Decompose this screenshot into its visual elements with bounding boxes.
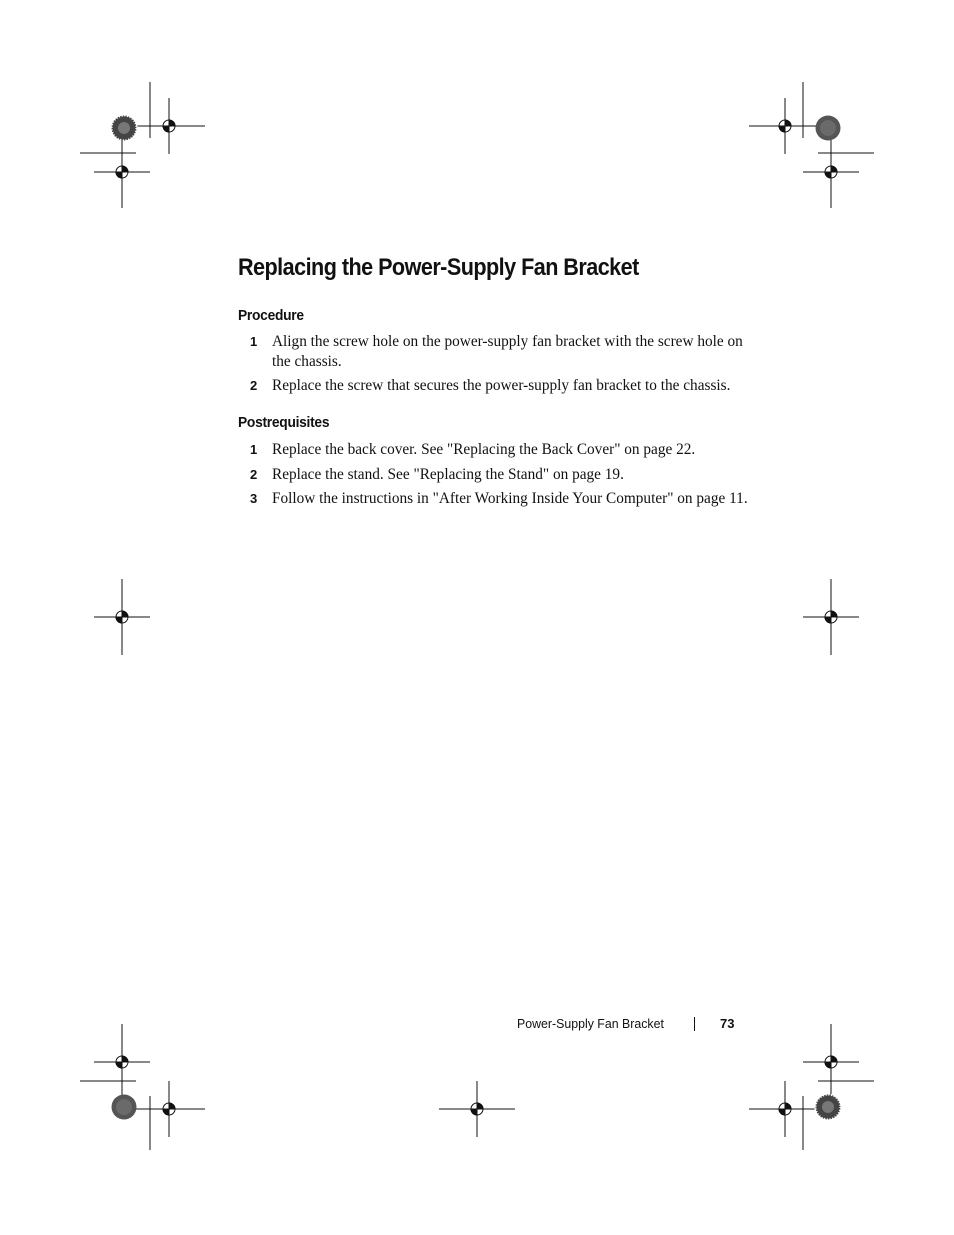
step-text: Replace the stand. See "Replacing the Stand" on page 19. (272, 465, 624, 483)
step-number: 1 (250, 442, 258, 457)
step-number: 3 (250, 491, 258, 506)
step-text: Replace the back cover. See "Replacing the Back Cover" on page 22. (272, 441, 696, 458)
step-text: Replace the screw that secures the power-supply fan bracket to the chassis. (272, 377, 731, 394)
footer-section-title: Power-Supply Fan Bracket (517, 1016, 664, 1031)
list-item (238, 440, 758, 460)
list-item (238, 332, 758, 371)
list-item (238, 489, 758, 509)
page-title: Replacing the Power-Supply Fan Bracket (238, 254, 639, 281)
list-item (238, 376, 758, 396)
page-number: 73 (720, 1016, 735, 1031)
step-text: Align the screw hole on the power-supply fan bracket with the screw hole on the chassis. (272, 333, 743, 370)
footer-divider (694, 1017, 695, 1031)
list-item (238, 465, 758, 485)
step-number: 2 (250, 378, 258, 393)
step-text: Follow the instructions in "After Working Inside Your Computer" on page 11. (272, 490, 748, 507)
step-number: 1 (250, 334, 258, 349)
postrequisites-steps (238, 440, 758, 514)
step-number: 2 (250, 466, 258, 482)
postrequisites-heading: Postrequisites (238, 414, 330, 431)
procedure-steps (238, 332, 758, 401)
procedure-heading: Procedure (238, 307, 304, 324)
